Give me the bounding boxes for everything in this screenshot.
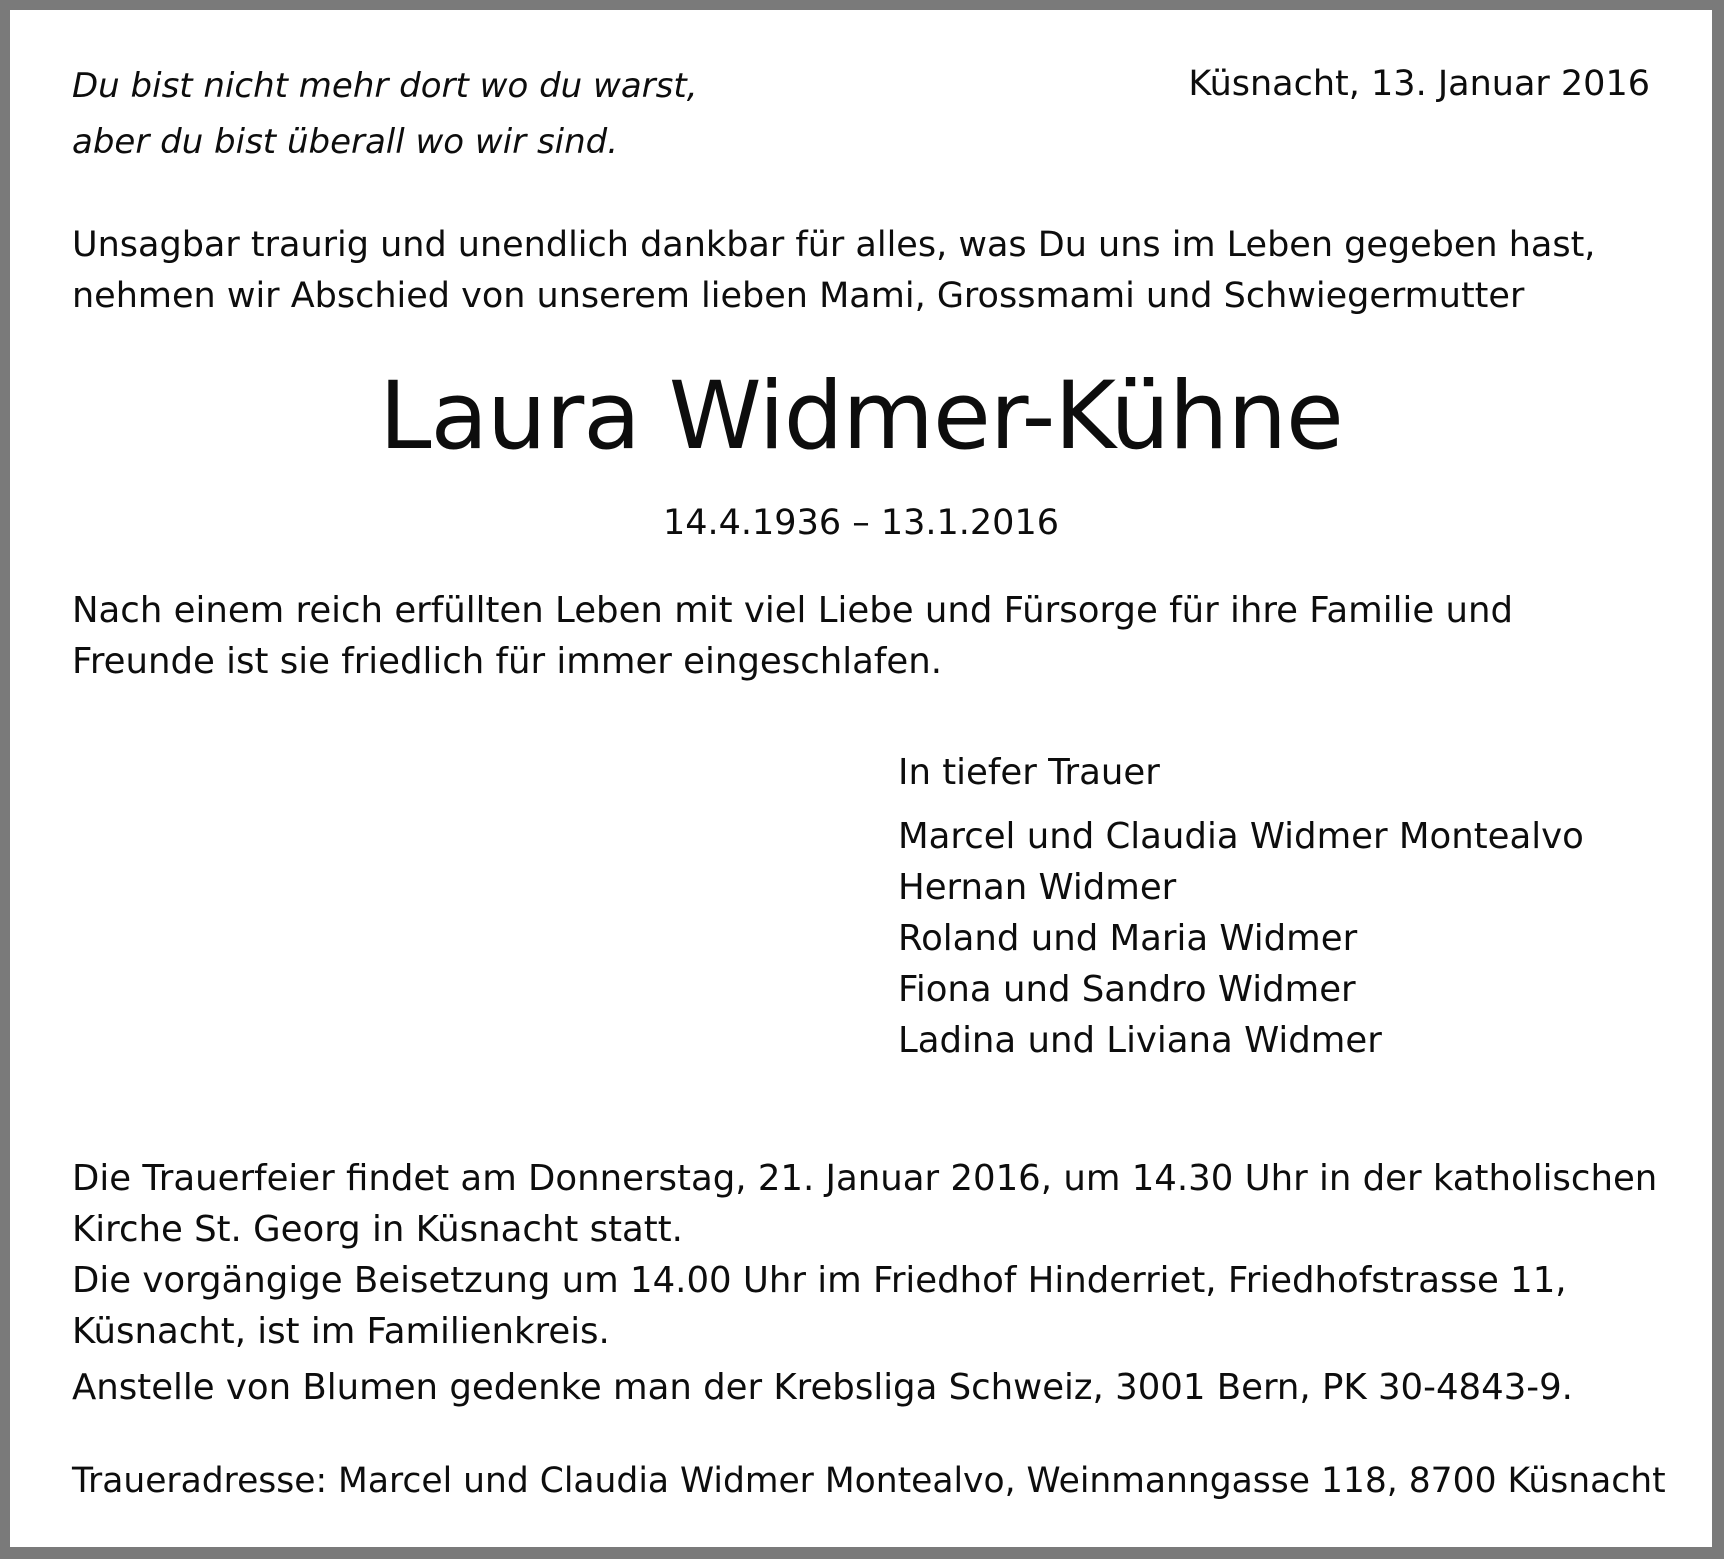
funeral-line-2: Kirche St. Georg in Küsnacht statt. — [72, 1209, 683, 1250]
mourner-name: Hernan Widmer — [898, 867, 1177, 908]
mourning-label: In tiefer Trauer — [898, 752, 1160, 793]
funeral-line-3: Die vorgängige Beisetzung um 14.00 Uhr im Friedhof Hinderriet, Friedhofstrasse 11, — [72, 1260, 1567, 1301]
body-text — [72, 585, 1513, 687]
funeral-details — [72, 1153, 1657, 1357]
mourner-name: Marcel und Claudia Widmer Montealvo — [898, 816, 1584, 857]
intro-line-2: nehmen wir Abschied von unserem lieben Mami, Grossmami und Schwiegermutter — [72, 276, 1525, 316]
life-dates: 14.4.1936 – 13.1.2016 — [662, 503, 1059, 543]
place-date: Küsnacht, 13. Januar 2016 — [1188, 64, 1650, 104]
mourner-name: Ladina und Liviana Widmer — [898, 1020, 1382, 1061]
mourners-list — [898, 811, 1584, 1066]
body-line-1: Nach einem reich erfüllten Leben mit viel Liebe und Fürsorge für ihre Familie und — [72, 590, 1514, 631]
quote-line-2: aber du bist überall wo wir sind. — [72, 122, 619, 162]
funeral-line-4: Küsnacht, ist im Familienkreis. — [72, 1311, 610, 1352]
donation-note: Anstelle von Blumen gedenke man der Krebsliga Schweiz, 3001 Bern, PK 30-4843-9. — [72, 1367, 1573, 1408]
mourner-name: Roland und Maria Widmer — [898, 918, 1358, 959]
mourner-name: Fiona und Sandro Widmer — [898, 969, 1356, 1010]
intro-text — [72, 220, 1595, 322]
memorial-quote — [72, 58, 698, 170]
funeral-line-1: Die Trauerfeier findet am Donnerstag, 21. Januar 2016, um 14.30 Uhr in der katholischen — [72, 1158, 1658, 1199]
body-line-2: Freunde ist sie friedlich für immer eingeschlafen. — [72, 641, 943, 682]
obituary-notice — [10, 10, 1712, 1547]
quote-line-1: Du bist nicht mehr dort wo du warst, — [72, 66, 698, 106]
intro-line-1: Unsagbar traurig und unendlich dankbar für alles, was Du uns im Leben gegeben hast, — [72, 225, 1596, 265]
mourning-address: Traueradresse: Marcel und Claudia Widmer Montealvo, Weinmanngasse 118, 8700 Küsnacht — [72, 1461, 1666, 1501]
deceased-name: Laura Widmer-Kühne — [379, 362, 1343, 471]
